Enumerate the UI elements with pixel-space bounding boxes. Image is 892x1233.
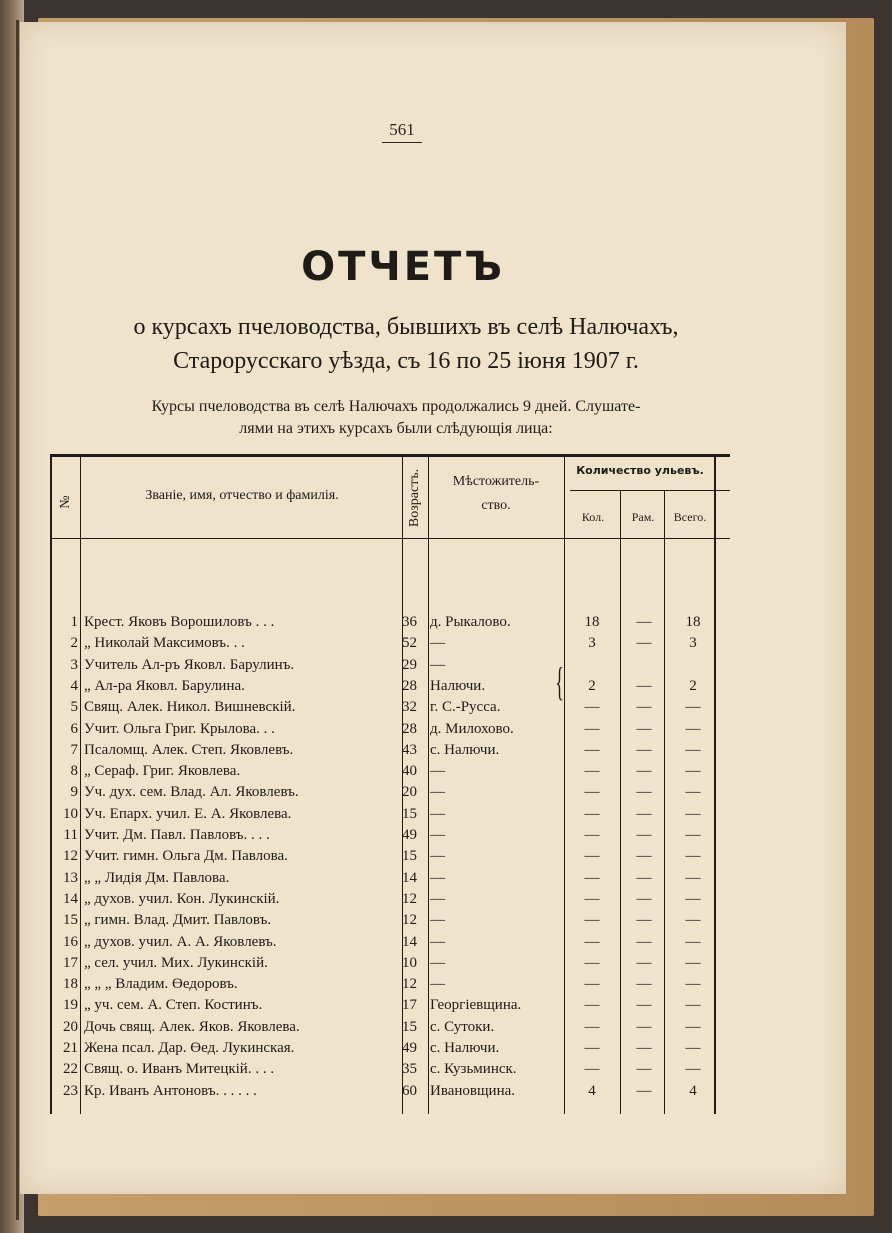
table-row: [50, 997, 742, 1018]
cell-total: —: [685, 720, 701, 737]
cell-place: г. С.-Русса.: [430, 699, 501, 716]
cell-num: 23: [63, 1082, 78, 1099]
cell-name: Кр. Иванъ Антоновъ. . . . . .: [84, 1082, 257, 1099]
table-row: [50, 678, 742, 699]
cell-ram: —: [636, 954, 652, 971]
cell-total: —: [685, 763, 701, 780]
cell-kol: —: [584, 1061, 600, 1078]
cell-age: 15: [402, 848, 417, 865]
cell-num: 10: [63, 805, 78, 822]
cell-num: 6: [70, 720, 78, 737]
cell-total: —: [685, 784, 701, 801]
cell-num: 14: [63, 890, 78, 907]
cell-ram: —: [636, 635, 652, 652]
cell-ram: —: [636, 677, 652, 694]
cell-name: Свящ. Алек. Никол. Вишневскій.: [84, 699, 296, 716]
cell-total: —: [685, 954, 701, 971]
cell-name: „ „ „ Владим. Өедоровъ.: [84, 976, 238, 993]
cell-kol: —: [584, 805, 600, 822]
header-name: Званіе, имя, отчество и фамилія.: [145, 488, 339, 503]
cell-kol: —: [584, 1018, 600, 1035]
cell-place: —: [430, 954, 445, 971]
cell-place: Ивановщина.: [430, 1082, 515, 1099]
cell-num: 20: [63, 1018, 78, 1035]
cell-num: 16: [63, 933, 78, 950]
table-row: [50, 891, 742, 912]
cell-total: 18: [685, 614, 701, 630]
cell-kol: —: [584, 933, 600, 950]
cell-total: —: [685, 741, 701, 758]
cell-total: 4: [689, 1082, 697, 1099]
cell-kol: —: [584, 869, 600, 886]
cell-num: 13: [63, 869, 78, 886]
cell-ram: —: [636, 1082, 652, 1099]
cell-num: 7: [70, 741, 78, 758]
cell-name: „ духов. учил. Кон. Лукинскій.: [84, 890, 280, 907]
cell-num: 22: [63, 1061, 78, 1078]
cell-ram: —: [636, 1040, 652, 1056]
cell-ram: —: [636, 827, 652, 843]
header-total: Всего.: [673, 510, 707, 524]
cell-num: 21: [63, 1040, 78, 1056]
cell-name: „ Ал-ра Яковл. Барулина.: [84, 677, 245, 694]
cell-num: 12: [63, 848, 78, 865]
report-subtitle-line2: Старорусскаго уѣзда, съ 16 по 25 іюня 1907 г.: [173, 348, 639, 374]
cell-kol: —: [584, 976, 600, 993]
cell-total: —: [685, 1040, 701, 1056]
binding-line: [16, 20, 19, 1220]
cell-total: 2: [689, 677, 697, 694]
header-ram: Рам.: [631, 510, 655, 524]
page-number: 561: [382, 120, 422, 143]
table-row: [50, 784, 742, 805]
cell-age: 14: [402, 933, 417, 950]
cell-num: 4: [70, 677, 78, 694]
cell-num: 8: [70, 763, 78, 780]
cell-num: 3: [70, 656, 78, 673]
cell-name: „ уч. сем. А. Степ. Костинъ.: [84, 997, 263, 1014]
cell-age: 17: [402, 997, 417, 1014]
cell-num: 19: [63, 997, 78, 1014]
table-row: [50, 699, 742, 720]
cell-age: 43: [402, 741, 417, 758]
brace-rows-3-4: {: [555, 659, 564, 704]
table-row: [50, 827, 742, 848]
table-row: [50, 806, 742, 827]
cell-total: —: [685, 997, 701, 1014]
cell-ram: —: [636, 848, 652, 865]
cell-place: —: [430, 890, 445, 907]
cell-age: 52: [402, 635, 417, 652]
cell-place: —: [430, 656, 445, 673]
cell-ram: —: [636, 805, 652, 822]
cell-name: Учит. Дм. Павл. Павловъ. . . .: [84, 827, 270, 843]
table-row: [50, 870, 742, 891]
cell-age: 28: [402, 720, 417, 737]
table-row: [50, 635, 742, 656]
table-row: [50, 614, 742, 635]
cell-name: Учит. гимн. Ольга Дм. Павлова.: [84, 848, 288, 865]
cell-name: „ „ Лидія Дм. Павлова.: [84, 869, 230, 886]
cell-kol: —: [584, 954, 600, 971]
cell-age: 14: [402, 869, 417, 886]
cell-place: с. Налючи.: [430, 741, 500, 758]
cell-ram: —: [636, 1061, 652, 1078]
cell-name: „ сел. учил. Мих. Лукинскій.: [84, 954, 268, 971]
cell-name: Уч. дух. сем. Влад. Ал. Яковлевъ.: [84, 784, 299, 801]
intro-line2: лями на этихъ курсахъ были слѣдующія лица:: [239, 420, 553, 437]
cell-name: „ Николай Максимовъ. . .: [84, 635, 245, 652]
cell-place: с. Кузьминск.: [430, 1061, 517, 1078]
cell-place: —: [430, 912, 445, 929]
header-bottom-rule: [50, 538, 730, 539]
cell-age: 28: [402, 677, 417, 694]
cell-place: с. Сутоки.: [430, 1018, 495, 1035]
table-row: [50, 848, 742, 869]
cell-place: с. Налючи.: [430, 1040, 500, 1056]
cell-kol: —: [584, 848, 600, 865]
header-place-line2: ство.: [481, 498, 511, 513]
cell-kol: 2: [588, 677, 596, 694]
cell-num: 2: [70, 635, 78, 652]
cell-total: —: [685, 933, 701, 950]
cell-ram: —: [636, 763, 652, 780]
table-row: [50, 742, 742, 763]
table-row: [50, 763, 742, 784]
cell-ram: —: [636, 741, 652, 758]
cell-kol: —: [584, 763, 600, 780]
header-place-line1: Мѣстожитель-: [452, 474, 540, 489]
intro-line1: Курсы пчеловодства въ селѣ Налючахъ продолжались 9 дней. Слушате-: [151, 398, 641, 415]
cell-name: „ гимн. Влад. Дмит. Павловъ.: [84, 912, 272, 929]
cell-total: —: [685, 805, 701, 822]
cell-total: 3: [689, 635, 697, 652]
cell-kol: 18: [584, 614, 600, 630]
cell-place: Налючи.: [430, 677, 486, 694]
cell-age: 12: [402, 890, 417, 907]
cell-total: —: [685, 699, 701, 716]
cell-name: Крест. Яковъ Ворошиловъ . . .: [84, 614, 275, 630]
cell-name: Учитель Ал-ръ Яковл. Барулинъ.: [84, 656, 295, 673]
table-row: [50, 721, 742, 742]
cell-num: 15: [63, 912, 78, 929]
cell-num: 17: [63, 954, 78, 971]
table-row: [50, 1083, 742, 1104]
header-hives: Количество ульевъ.: [576, 464, 704, 477]
table-row: [50, 1040, 742, 1061]
table-row: [50, 934, 742, 955]
cell-total: —: [685, 827, 701, 843]
cell-kol: —: [584, 912, 600, 929]
table-row: [50, 976, 742, 997]
cell-kol: —: [584, 741, 600, 758]
cell-age: 35: [402, 1061, 417, 1078]
cell-ram: —: [636, 720, 652, 737]
cell-total: —: [685, 1061, 701, 1078]
cell-age: 40: [402, 763, 417, 780]
table-row: [50, 1061, 742, 1082]
participants-table: [50, 454, 742, 1126]
cell-num: 11: [63, 827, 78, 843]
cell-place: —: [430, 805, 445, 822]
cell-total: —: [685, 976, 701, 993]
cell-place: —: [430, 635, 445, 652]
table-top-rule: [50, 454, 730, 457]
cell-kol: —: [584, 890, 600, 907]
document-page: [20, 22, 846, 1194]
cell-total: —: [685, 890, 701, 907]
table-row: [50, 912, 742, 933]
table-row: [50, 1019, 742, 1040]
cell-kol: —: [584, 784, 600, 801]
cell-age: 29: [402, 656, 417, 673]
cell-age: 10: [402, 954, 417, 971]
cell-place: —: [430, 763, 445, 780]
cell-name: Жена псал. Дар. Өед. Лукинская.: [84, 1040, 295, 1056]
cell-ram: —: [636, 869, 652, 886]
header-kol: Кол.: [581, 510, 605, 524]
cell-kol: 4: [588, 1082, 596, 1099]
cell-place: —: [430, 976, 445, 993]
cell-age: 49: [402, 1040, 417, 1056]
cell-place: —: [430, 869, 445, 886]
cell-num: 5: [70, 699, 78, 716]
cell-kol: —: [584, 997, 600, 1014]
cell-ram: —: [636, 614, 652, 630]
cell-num: 1: [70, 614, 78, 630]
cell-age: 32: [402, 699, 417, 716]
cell-age: 12: [402, 976, 417, 993]
cell-kol: 3: [588, 635, 596, 652]
cell-num: 9: [70, 784, 78, 801]
cell-age: 20: [402, 784, 417, 801]
cell-name: Псаломщ. Алек. Степ. Яковлевъ.: [84, 741, 294, 758]
cell-name: Дочь свящ. Алек. Яков. Яковлева.: [84, 1018, 300, 1035]
header-age: Возрастъ.: [407, 468, 422, 528]
cell-age: 12: [402, 912, 417, 929]
table-row: [50, 955, 742, 976]
cell-ram: —: [636, 997, 652, 1014]
cell-age: 36: [402, 614, 417, 630]
cell-name: Свящ. о. Иванъ Митецкій. . . .: [84, 1061, 275, 1078]
cell-ram: —: [636, 699, 652, 716]
cell-ram: —: [636, 933, 652, 950]
hives-header-rule: [570, 490, 730, 491]
cell-total: —: [685, 869, 701, 886]
cell-kol: —: [584, 720, 600, 737]
cell-kol: —: [584, 827, 600, 843]
cell-ram: —: [636, 784, 652, 801]
cell-name: Учит. Ольга Григ. Крылова. . .: [84, 720, 275, 737]
cell-total: —: [685, 1018, 701, 1035]
cell-place: д. Рыкалово.: [430, 614, 511, 630]
cell-total: —: [685, 848, 701, 865]
cell-place: —: [430, 933, 445, 950]
cell-age: 15: [402, 1018, 417, 1035]
cell-place: д. Милохово.: [430, 720, 514, 737]
table-row: [50, 657, 742, 678]
header-num: №: [58, 495, 73, 509]
cell-age: 15: [402, 805, 417, 822]
cell-place: Георгіевщина.: [430, 997, 522, 1014]
cell-total: —: [685, 912, 701, 929]
cell-ram: —: [636, 1018, 652, 1035]
cell-kol: —: [584, 699, 600, 716]
report-title: ОТЧЕТЪ: [301, 244, 505, 290]
cell-name: „ духов. учил. А. А. Яковлевъ.: [84, 933, 277, 950]
cell-age: 60: [402, 1082, 417, 1099]
cell-ram: —: [636, 912, 652, 929]
cell-ram: —: [636, 976, 652, 993]
cell-num: 18: [63, 976, 78, 993]
cell-ram: —: [636, 890, 652, 907]
report-subtitle-line1: о курсахъ пчеловодства, бывшихъ въ селѣ Налючахъ,: [133, 314, 679, 340]
cell-place: —: [430, 827, 445, 843]
cell-place: —: [430, 848, 445, 865]
cell-age: 49: [402, 827, 417, 843]
cell-name: Уч. Епарх. учил. Е. А. Яковлева.: [84, 805, 292, 822]
cell-kol: —: [584, 1040, 600, 1056]
cell-place: —: [430, 784, 445, 801]
cell-name: „ Сераф. Григ. Яковлева.: [84, 763, 241, 780]
